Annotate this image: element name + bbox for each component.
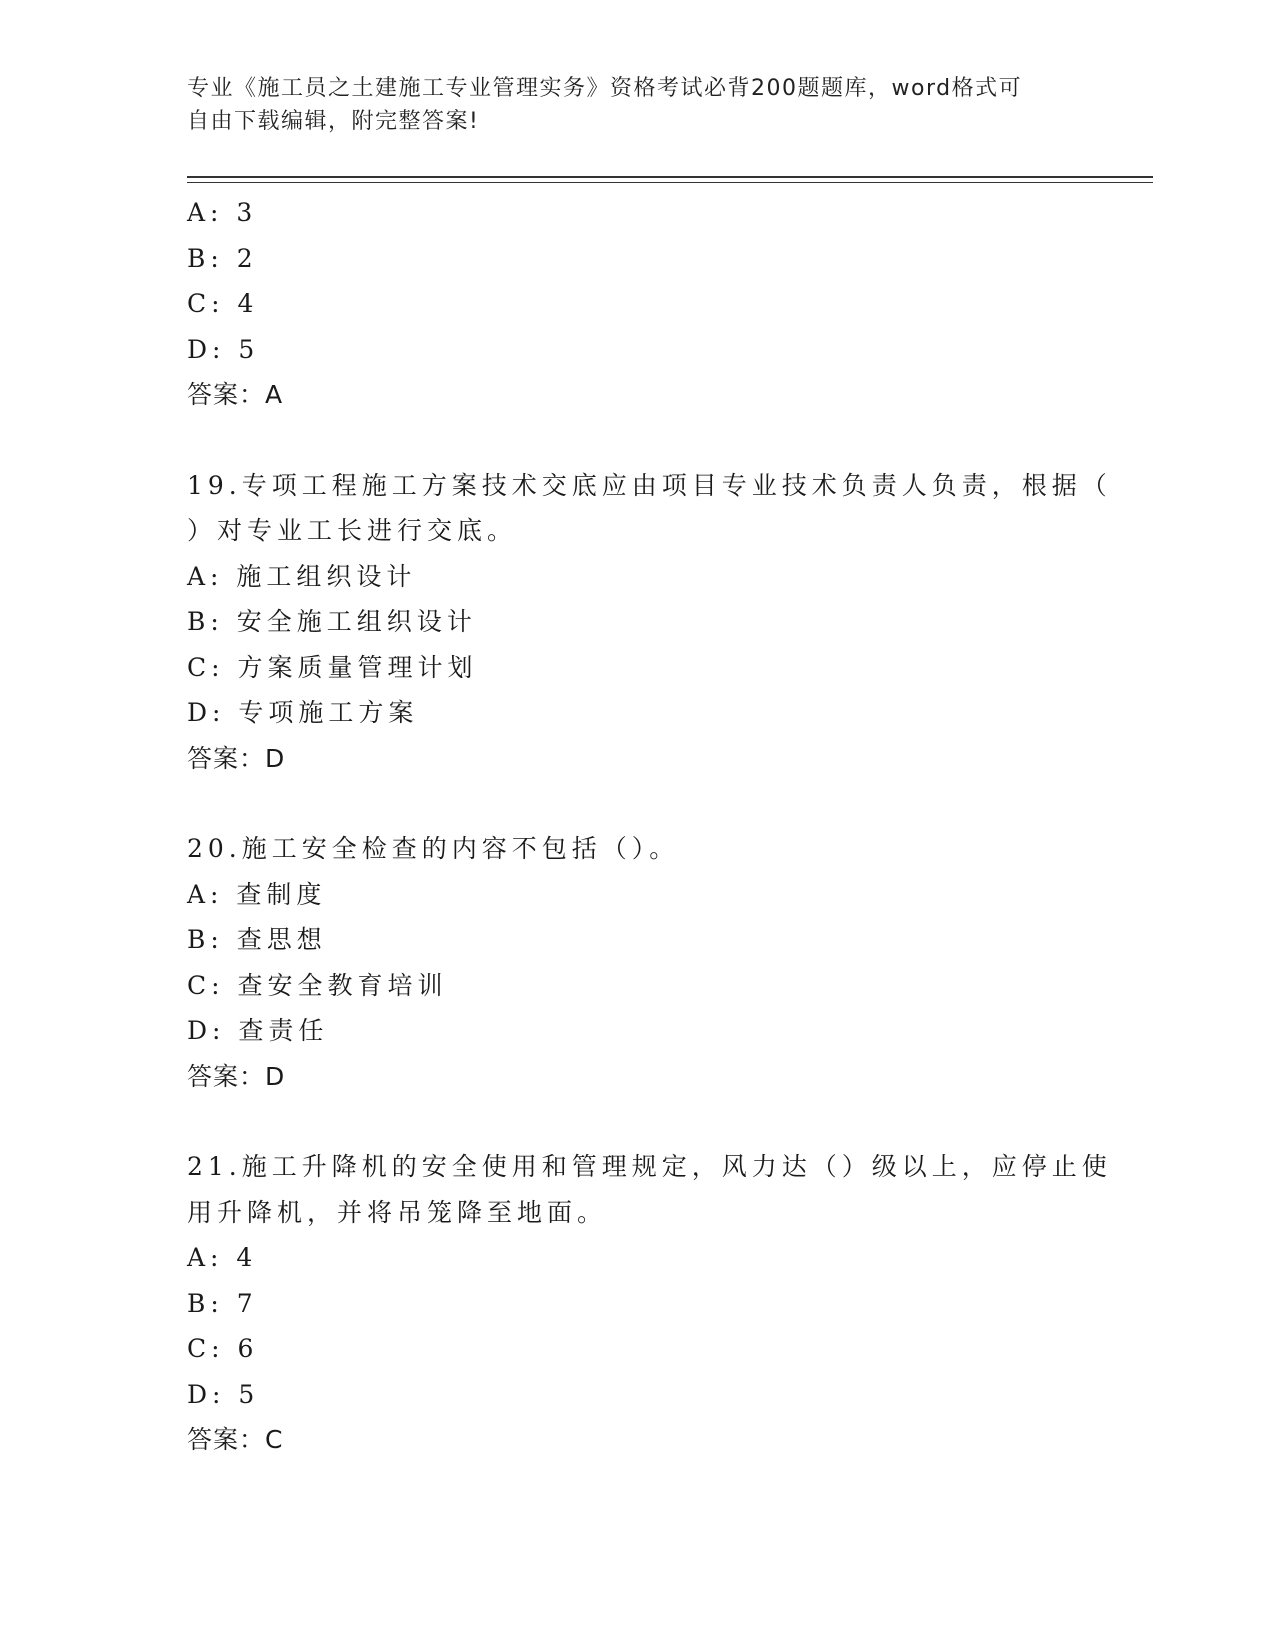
option-a: A: 施工组织设计 (187, 561, 417, 591)
header-line-1: 专业《施工员之土建施工专业管理实务》资格考试必背200题题库，word格式可 (187, 76, 1023, 101)
question-19 (187, 463, 1112, 782)
question-20 (187, 826, 1087, 1099)
option-d: D: 专项施工方案 (187, 698, 419, 727)
answer-line: 答案：D (187, 743, 286, 773)
option-d: D: 5 (187, 1379, 260, 1409)
option-b: B: 安全施工组织设计 (187, 607, 477, 636)
option-d: D: 查责任 (187, 1016, 329, 1045)
option-d: D: 5 (187, 334, 260, 364)
option-c: C: 方案质量管理计划 (187, 652, 478, 682)
document-header (187, 72, 1067, 138)
spacer (187, 1099, 1087, 1144)
header-divider-thin (187, 182, 1153, 183)
option-a: A: 3 (187, 198, 258, 227)
option-c: C: 4 (187, 289, 259, 318)
answer-line: 答案：D (187, 1061, 286, 1091)
question-list (187, 190, 1112, 1463)
question-text-line-2: 用升降机，并将吊笼降至地面。 (187, 1197, 608, 1227)
question-text-line-1: 20.施工安全检查的内容不包括（）。 (187, 834, 680, 863)
spacer (187, 781, 1087, 826)
answer-line: 答案：C (187, 1425, 284, 1454)
spacer (187, 418, 1087, 463)
option-a: A: 查制度 (187, 879, 327, 909)
option-a: A: 4 (187, 1243, 258, 1272)
question-text-line-2: ）对专业工长进行交底。 (187, 516, 518, 545)
question-text-line-1: 21.施工升降机的安全使用和管理规定，风力达（）级以上，应停止使 (187, 1152, 1112, 1181)
option-b: B: 查思想 (187, 925, 327, 954)
question-18-continued (187, 190, 1087, 418)
header-line-2: 自由下载编辑，附完整答案! (187, 109, 480, 134)
header-divider-thick (187, 176, 1153, 178)
option-b: B: 7 (187, 1288, 258, 1318)
option-b: B: 2 (187, 243, 258, 273)
option-c: C: 查安全教育培训 (187, 970, 448, 1000)
option-c: C: 6 (187, 1334, 259, 1363)
answer-line: 答案：A (187, 380, 284, 409)
question-21 (187, 1144, 1112, 1463)
question-text-line-1: 19.专项工程施工方案技术交底应由项目专业技术负责人负责，根据（ (187, 470, 1112, 500)
